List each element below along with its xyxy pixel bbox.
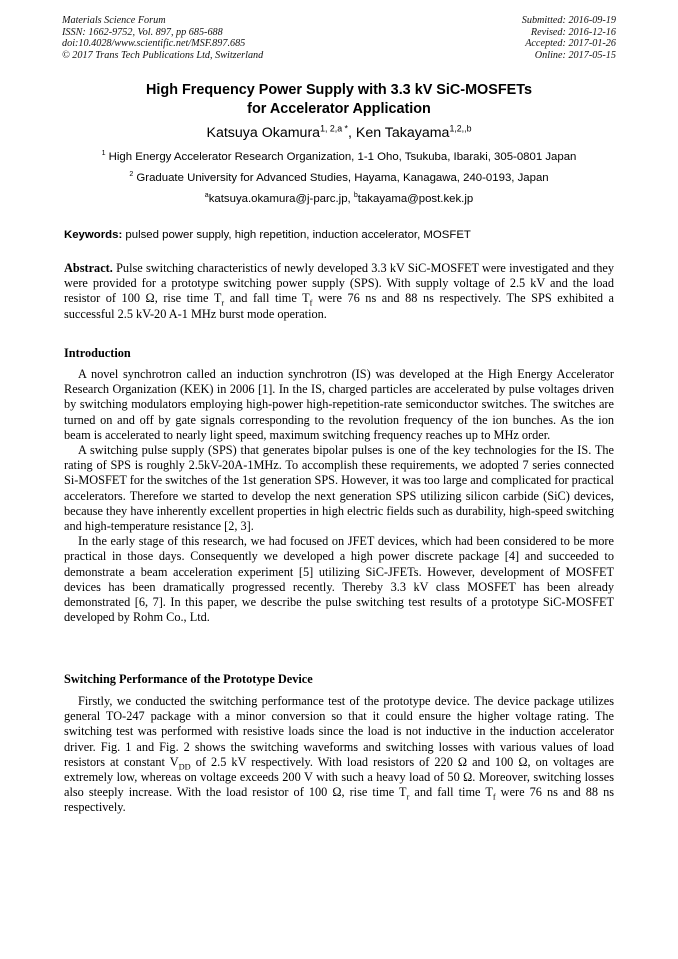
switching-heading: Switching Performance of the Prototype Device xyxy=(64,672,313,686)
intro-paragraph-1: A novel synchrotron called an induction synchrotron (IS) was developed at the High Energy Accelerator Research Organization (KEK) in 2006 [1]. In the IS, charged particles are accelerated by pulse voltages driven by switching modulators employing high-power high-repetition-rate semiconductor switches. The switches are turned on and off by gate signals corresponding to the revolution frequency of the ion bunches. As the ion beam is accelerated to nearly light speed, maximum switching frequency reaches up to MHz order. xyxy=(64,367,614,442)
affiliation-2 xyxy=(30,171,648,185)
abstract-text-1: Pulse switching characteristics of newly developed 3.3 kV SiC-MOSFET were investigated and they were provided for a prototype switching power supply (SPS). With supply voltage of 2.5 kV and the load resistor of 100 Ω, rise time T xyxy=(64,261,614,306)
title-line-1: High Frequency Power Supply with 3.3 kV SiC-MOSFETs xyxy=(146,82,532,98)
switching-text-1: Firstly, we conducted the switching performance test of the prototype device. The device package utilizes general TO-247 package with a minor conversion so that it could ensure the higher voltage rating. The switching test was performed with resistive loads since the load is not inductive in the induction accelerator driver. Fig. 1 and Fig. 2 shows the switching waveforms and switching losses with various values of load resistors at constant V xyxy=(64,694,614,769)
introduction-body xyxy=(64,367,614,625)
title-line-2: for Accelerator Application xyxy=(247,101,431,117)
date-online: Online: 2017-05-15 xyxy=(534,49,616,61)
journal-doi: doi:10.4028/www.scientific.net/MSF.897.685 xyxy=(62,38,246,50)
author-2-name: Ken Takayama xyxy=(355,125,450,141)
subscript-dd: DD xyxy=(178,762,191,772)
subscript-r: r xyxy=(221,298,225,308)
abstract xyxy=(64,261,614,322)
abstract-paragraph xyxy=(64,261,614,322)
journal-issn: ISSN: 1662-9752, Vol. 897, pp 685-688 xyxy=(62,26,223,38)
intro-paragraph-2: A switching pulse supply (SPS) that generates bipolar pulses is one of the key technologies for the IS. The rating of SPS is roughly 2.5kV-20A-1MHz. To accomplish these requirements, we adopted 7 series connected Si-MOSFET for the switches of the 1st generation SPS. However, it was too large and complicated for practical accelerators. Therefore we started to develop the next generation SPS utilizing silicon carbide (SiC) devices, because they have inherently excellent properties in high electric fields such as durability, high-speed switching and high-temperature resistance [2, 3]. xyxy=(64,443,614,534)
abstract-text-3: were 76 ns and 88 ns respectively. The SPS exhibited a successful 2.5 kV-20 A-1 MHz burst mode operation. xyxy=(64,291,614,321)
introduction-heading: Introduction xyxy=(64,346,131,360)
switching-paragraph xyxy=(64,694,614,816)
author-list xyxy=(40,124,638,142)
abstract-label: Abstract. xyxy=(64,261,113,275)
switching-text-3: and fall time T xyxy=(409,785,493,800)
journal-info xyxy=(62,15,263,61)
author-emails xyxy=(30,192,648,206)
switching-text-4: were 76 ns and 88 ns respectively. xyxy=(64,785,615,815)
subscript-f: f xyxy=(492,792,496,802)
affiliation-2-text: Graduate University for Advanced Studies, Hayama, Kanagawa, 240-0193, Japan xyxy=(133,172,549,184)
author-2-affiliation: 1,2,,b xyxy=(449,123,472,134)
paper-title xyxy=(40,81,638,119)
abstract-text-2: and fall time T xyxy=(224,291,310,306)
affiliation-1-marker: 1 xyxy=(101,150,106,158)
email-a: katsuya.okamura@j-parc.jp, xyxy=(208,193,354,205)
subscript-f: f xyxy=(309,298,313,308)
keywords-text: pulsed power supply, high repetition, induction accelerator, MOSFET xyxy=(122,229,471,241)
email-b: takayama@post.kek.jp xyxy=(357,193,474,205)
keywords xyxy=(64,228,614,242)
affiliation-1 xyxy=(30,150,648,164)
date-accepted: Accepted: 2017-01-26 xyxy=(525,38,616,50)
author-1-name: Katsuya Okamura xyxy=(206,125,321,141)
switching-text-2: of 2.5 kV respectively. With load resistors of 220 Ω and 100 Ω, on voltages are extremely low, whereas on voltage exceeds 200 V with such a heavy load of 50 Ω. Moreover, switching losses also steeply increase. With the load resistor of 100 Ω, rise time T xyxy=(64,754,614,800)
email-a-marker: a xyxy=(204,192,209,200)
author-1-affiliation: 1, 2,a * xyxy=(320,123,348,134)
affiliation-1-text: High Energy Accelerator Research Organization, 1-1 Oho, Tsukuba, Ibaraki, 305-0801 Japan xyxy=(105,151,577,163)
email-b-marker: b xyxy=(353,192,358,200)
switching-body xyxy=(64,694,614,816)
affiliation-2-marker: 2 xyxy=(129,171,134,179)
author-separator: , xyxy=(347,125,356,141)
subscript-r: r xyxy=(406,792,410,802)
date-revised: Revised: 2016-12-16 xyxy=(530,26,616,38)
submission-dates xyxy=(522,15,616,61)
intro-paragraph-3: In the early stage of this research, we had focused on JFET devices, which had been considered to be more practical in those days. Consequently we developed a high power discrete package [4] and succeeded to demonstrate a beam acceleration experiment [5] utilizing SiC-JFETs. However, development of MOSFET devices has been dramatically progressed recently. Thereby 3.3 kV class MOSFET has been already demonstrated [6, 7]. In this paper, we describe the pulse switching test results of a prototype SiC-MOSFET developed by Rohm Co., Ltd. xyxy=(64,534,614,625)
date-submitted: Submitted: 2016-09-19 xyxy=(521,15,616,26)
keywords-label: Keywords: xyxy=(64,229,123,241)
journal-copyright: © 2017 Trans Tech Publications Ltd, Switzerland xyxy=(62,49,264,61)
journal-name: Materials Science Forum xyxy=(62,15,166,26)
